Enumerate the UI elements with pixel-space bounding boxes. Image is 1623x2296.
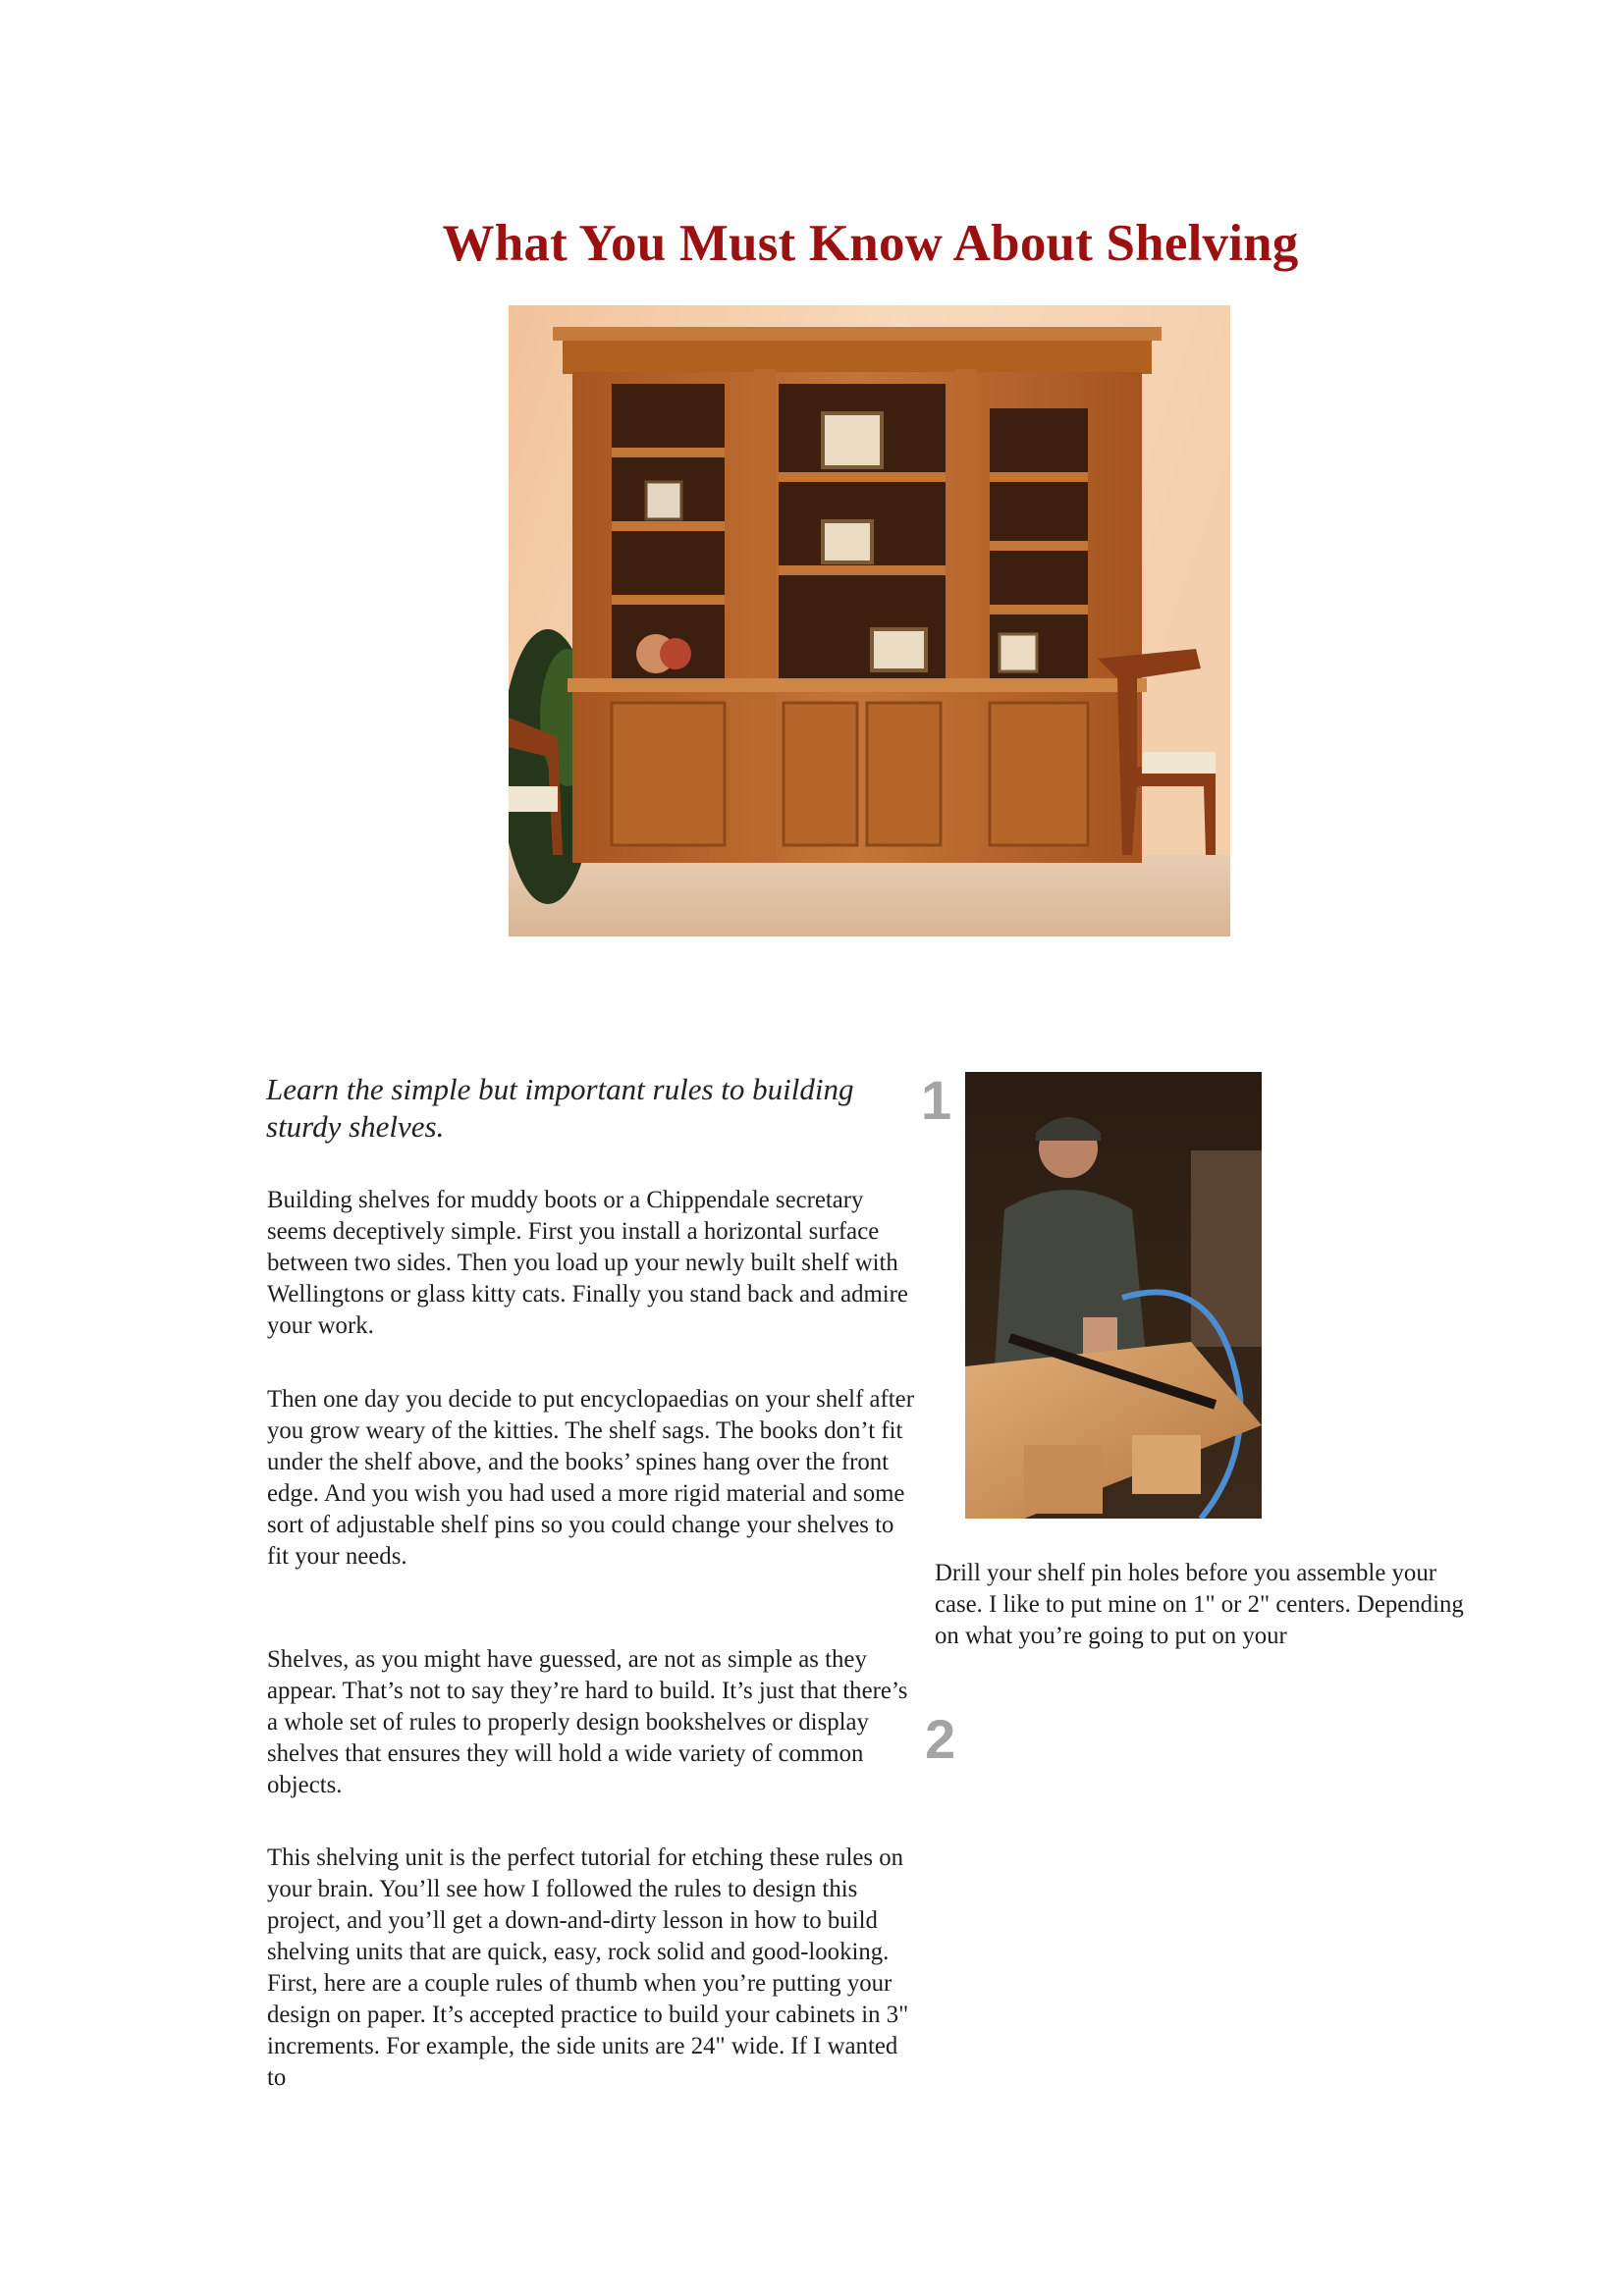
body-paragraph-4: This shelving unit is the perfect tutorial for etching these rules on your brain. You’ll see how I followed the rules to design this project, and you’ll get a down-and-dirty lesson in how to build shelving units that are quick, easy, rock solid and good-looking. First, here are a couple rules of thumb when you’re putting your design on paper. It’s accepted practice to build your cabinets in 3" increments. For example, the side units are 24" wide. If I wanted to [267,1844,909,2091]
body-paragraph-3: Shelves, as you might have guessed, are not as simple as they appear. That’s not to say they’re hard to build. It’s just that there’s a whole set of rules to properly design bookshelves or display shelves that ensures they will hold a wide variety of common objects. [267,1646,908,1798]
page-title: What You Must Know About Shelving [442,215,1299,272]
step-number-1: 1 [921,1069,952,1131]
body-paragraph-1: Building shelves for muddy boots or a Chippendale secretary seems deceptively simple. First you install a horizontal surface between two sides. Then you load up your newly built shelf with Wellingtons or glass kitty cats. Finally you stand back and admire your work. [267,1187,908,1339]
body-paragraph-2: Then one day you decide to put encyclopaedias on your shelf after you grow weary of the kitties. The shelf sags. The books don’t fit under the shelf above, and the books’ spines hang over the front edge. And you wish you had used a more rigid material and some sort of adjustable shelf pins so you could change your shelves to fit your needs. [267,1386,914,1570]
intro-text: Learn the simple but important rules to building sturdy shelves. [266,1072,854,1144]
step-1-caption: Drill your shelf pin holes before you assemble your case. I like to put mine on 1" or 2" centers. Depending on what you’re going to put on your [935,1560,1464,1649]
drilling-shelf-pin-holes-photo [965,1072,1262,1519]
step-number-2: 2 [925,1708,956,1770]
shelving-unit-photo [509,305,1230,936]
